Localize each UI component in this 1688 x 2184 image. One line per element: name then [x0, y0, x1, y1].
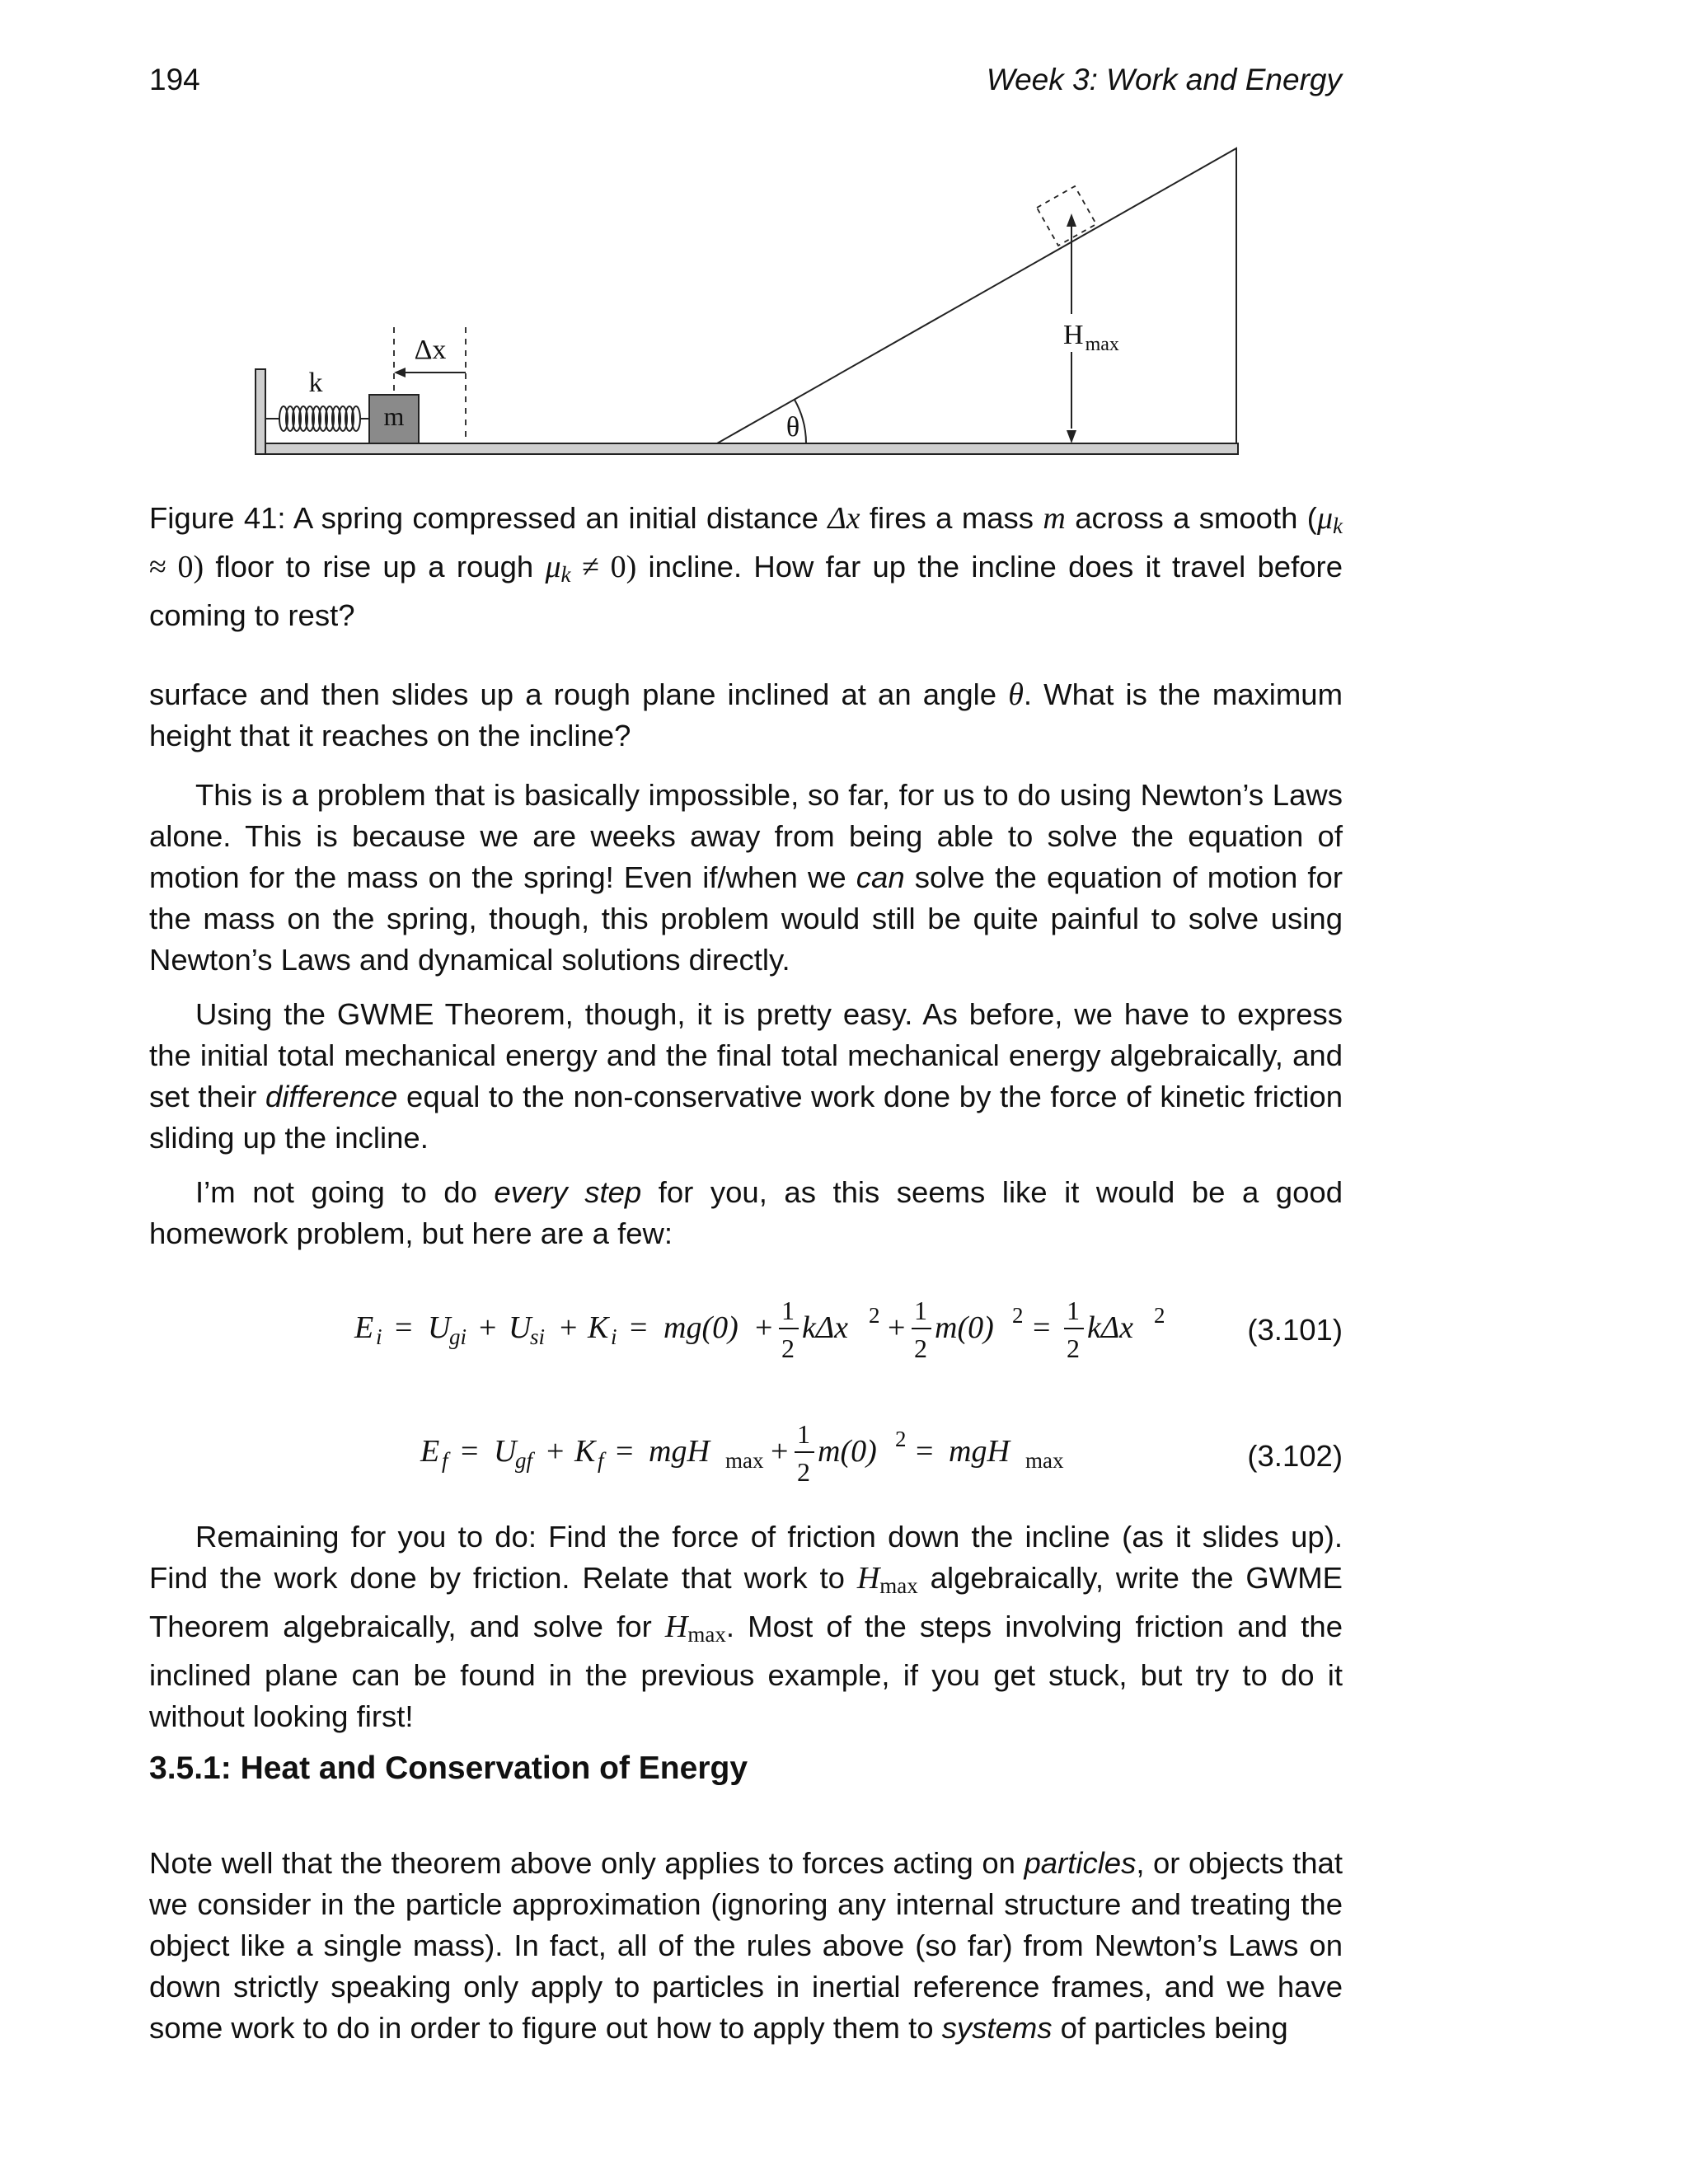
svg-text:max: max [1025, 1448, 1064, 1473]
running-title: Week 3: Work and Energy [986, 63, 1342, 96]
svg-text:2: 2 [914, 1333, 927, 1363]
svg-text:+: + [888, 1310, 906, 1345]
hmax-arrowhead-down-icon [1067, 430, 1076, 443]
svg-text:=: = [395, 1310, 413, 1345]
svg-text:gi: gi [449, 1324, 467, 1349]
svg-text:E: E [420, 1434, 440, 1469]
svg-text:gf: gf [515, 1448, 533, 1473]
equation-3-102 [149, 1416, 1343, 1507]
svg-text:mg(0): mg(0) [663, 1310, 738, 1345]
svg-text:K: K [588, 1310, 609, 1345]
svg-text:1: 1 [1067, 1296, 1080, 1325]
svg-text:U: U [428, 1310, 451, 1345]
compression-label: Δx [414, 335, 447, 365]
svg-text:m(0): m(0) [818, 1434, 877, 1469]
svg-text:kΔx: kΔx [1087, 1310, 1134, 1345]
wall [256, 369, 265, 454]
figure-drawing [239, 136, 1261, 466]
mass-label: m [383, 401, 405, 431]
svg-text:i: i [376, 1324, 382, 1349]
svg-text:kΔx: kΔx [802, 1310, 849, 1345]
section-heading: 3.5.1: Heat and Conservation of Energy [149, 1750, 748, 1786]
svg-text:2: 2 [797, 1457, 810, 1487]
incline [717, 148, 1236, 443]
svg-text:2: 2 [869, 1303, 880, 1328]
svg-text:=: = [630, 1310, 648, 1345]
paragraph-particles-note: Note well that the theorem above only applies to forces acting on particles, or objects that we consider in the particle approximation (ignoring any internal structure and treating the object like a single mass). In fact, all of the rules above (so far) from Newton’s Laws on down strictly speaking only apply to particles in inertial reference frames, and we have some work to do in order to figure out how to apply them to systems of particles being [149, 1846, 1343, 2045]
final-block-outline [1037, 186, 1096, 246]
svg-text:si: si [530, 1324, 546, 1349]
figure-caption: Figure 41: A spring compressed an initial distance Δx fires a mass m across a smooth (μk ≈ 0) floor to rise up a rough μk ≠ 0) incline. How far up the incline does it travel before coming to rest? [149, 501, 1343, 632]
svg-text:max: max [725, 1448, 764, 1473]
svg-text:1: 1 [797, 1419, 810, 1449]
equation-3-101 [149, 1290, 1343, 1380]
page-number: 194 [149, 63, 200, 96]
svg-text:2: 2 [1012, 1303, 1024, 1328]
svg-text:=: = [461, 1434, 479, 1469]
incline-angle-label: θ [785, 412, 800, 443]
paragraph-steps-intro: I’m not going to do every step for you, as this seems like it would be a good homework problem, but here are a few: [149, 1175, 1343, 1250]
hmax-arrowhead-up-icon [1067, 213, 1076, 227]
svg-text:=: = [616, 1434, 634, 1469]
svg-text:+: + [755, 1310, 773, 1345]
hmax-label: $H_{max}$ [1063, 320, 1119, 355]
figure-spring-incline [239, 136, 1261, 466]
svg-text:U: U [494, 1434, 517, 1469]
floor [256, 443, 1238, 454]
svg-text:E: E [354, 1310, 374, 1345]
svg-text:=: = [1033, 1310, 1051, 1345]
equation-number-3-101: (3.101) [1247, 1313, 1343, 1347]
svg-text:2: 2 [1067, 1333, 1080, 1363]
paragraph-newton-difficulty: This is a problem that is basically impossible, so far, for us to do using Newton’s Laws alone. This is because we are weeks away from being able to solve the equation of motion for the mass on the spring! Even if/when we can solve the equation of motion for the mass on the spring, though, this problem would still be quite painful to solve using Newton’s Laws and dynamical solutions directly. [149, 778, 1343, 977]
svg-text:U: U [509, 1310, 532, 1345]
svg-text:2: 2 [781, 1333, 795, 1363]
svg-text:+: + [546, 1434, 565, 1469]
equation-3-102-body [149, 1416, 1221, 1507]
paragraph-remaining-steps: Remaining for you to do: Find the force of friction down the incline (as it slides up). Find the work done by friction. Relate that work to Hmax algebraically, write the GWME Theorem algebraically, and solve for Hmax. Most of the steps involving friction and the inclined plane can be found in the previous example, if you get stuck, but try to do it without looking first! [149, 1520, 1343, 1733]
svg-text:m(0): m(0) [935, 1310, 994, 1345]
svg-text:1: 1 [914, 1296, 927, 1325]
svg-text:2: 2 [895, 1427, 907, 1451]
svg-text:2: 2 [1154, 1303, 1165, 1328]
paragraph-gwme-approach: Using the GWME Theorem, though, it is pretty easy. As before, we have to express the initial total mechanical energy and the final total mechanical energy algebraically, and set their difference equal to the non-conservative work done by the force of kinetic friction sliding up the incline. [149, 997, 1343, 1155]
svg-text:+: + [479, 1310, 497, 1345]
svg-text:=: = [916, 1434, 934, 1469]
paragraph-problem-end: surface and then slides up a rough plane inclined at an angle θ. What is the maximum height that it reaches on the incline? [149, 677, 1343, 752]
svg-text:f: f [598, 1448, 604, 1473]
svg-text:i: i [611, 1324, 617, 1349]
svg-text:1: 1 [781, 1296, 795, 1325]
svg-text:mgH: mgH [649, 1434, 710, 1469]
svg-text:mgH: mgH [949, 1434, 1010, 1469]
spring-constant-label: k [308, 368, 323, 398]
svg-text:f: f [442, 1448, 448, 1473]
equation-number-3-102: (3.102) [1247, 1439, 1343, 1473]
compression-arrowhead-icon [394, 368, 406, 377]
equation-3-101-body [149, 1290, 1221, 1380]
svg-text:+: + [560, 1310, 578, 1345]
svg-text:K: K [574, 1434, 596, 1469]
svg-text:+: + [771, 1434, 789, 1469]
spring [265, 406, 369, 431]
